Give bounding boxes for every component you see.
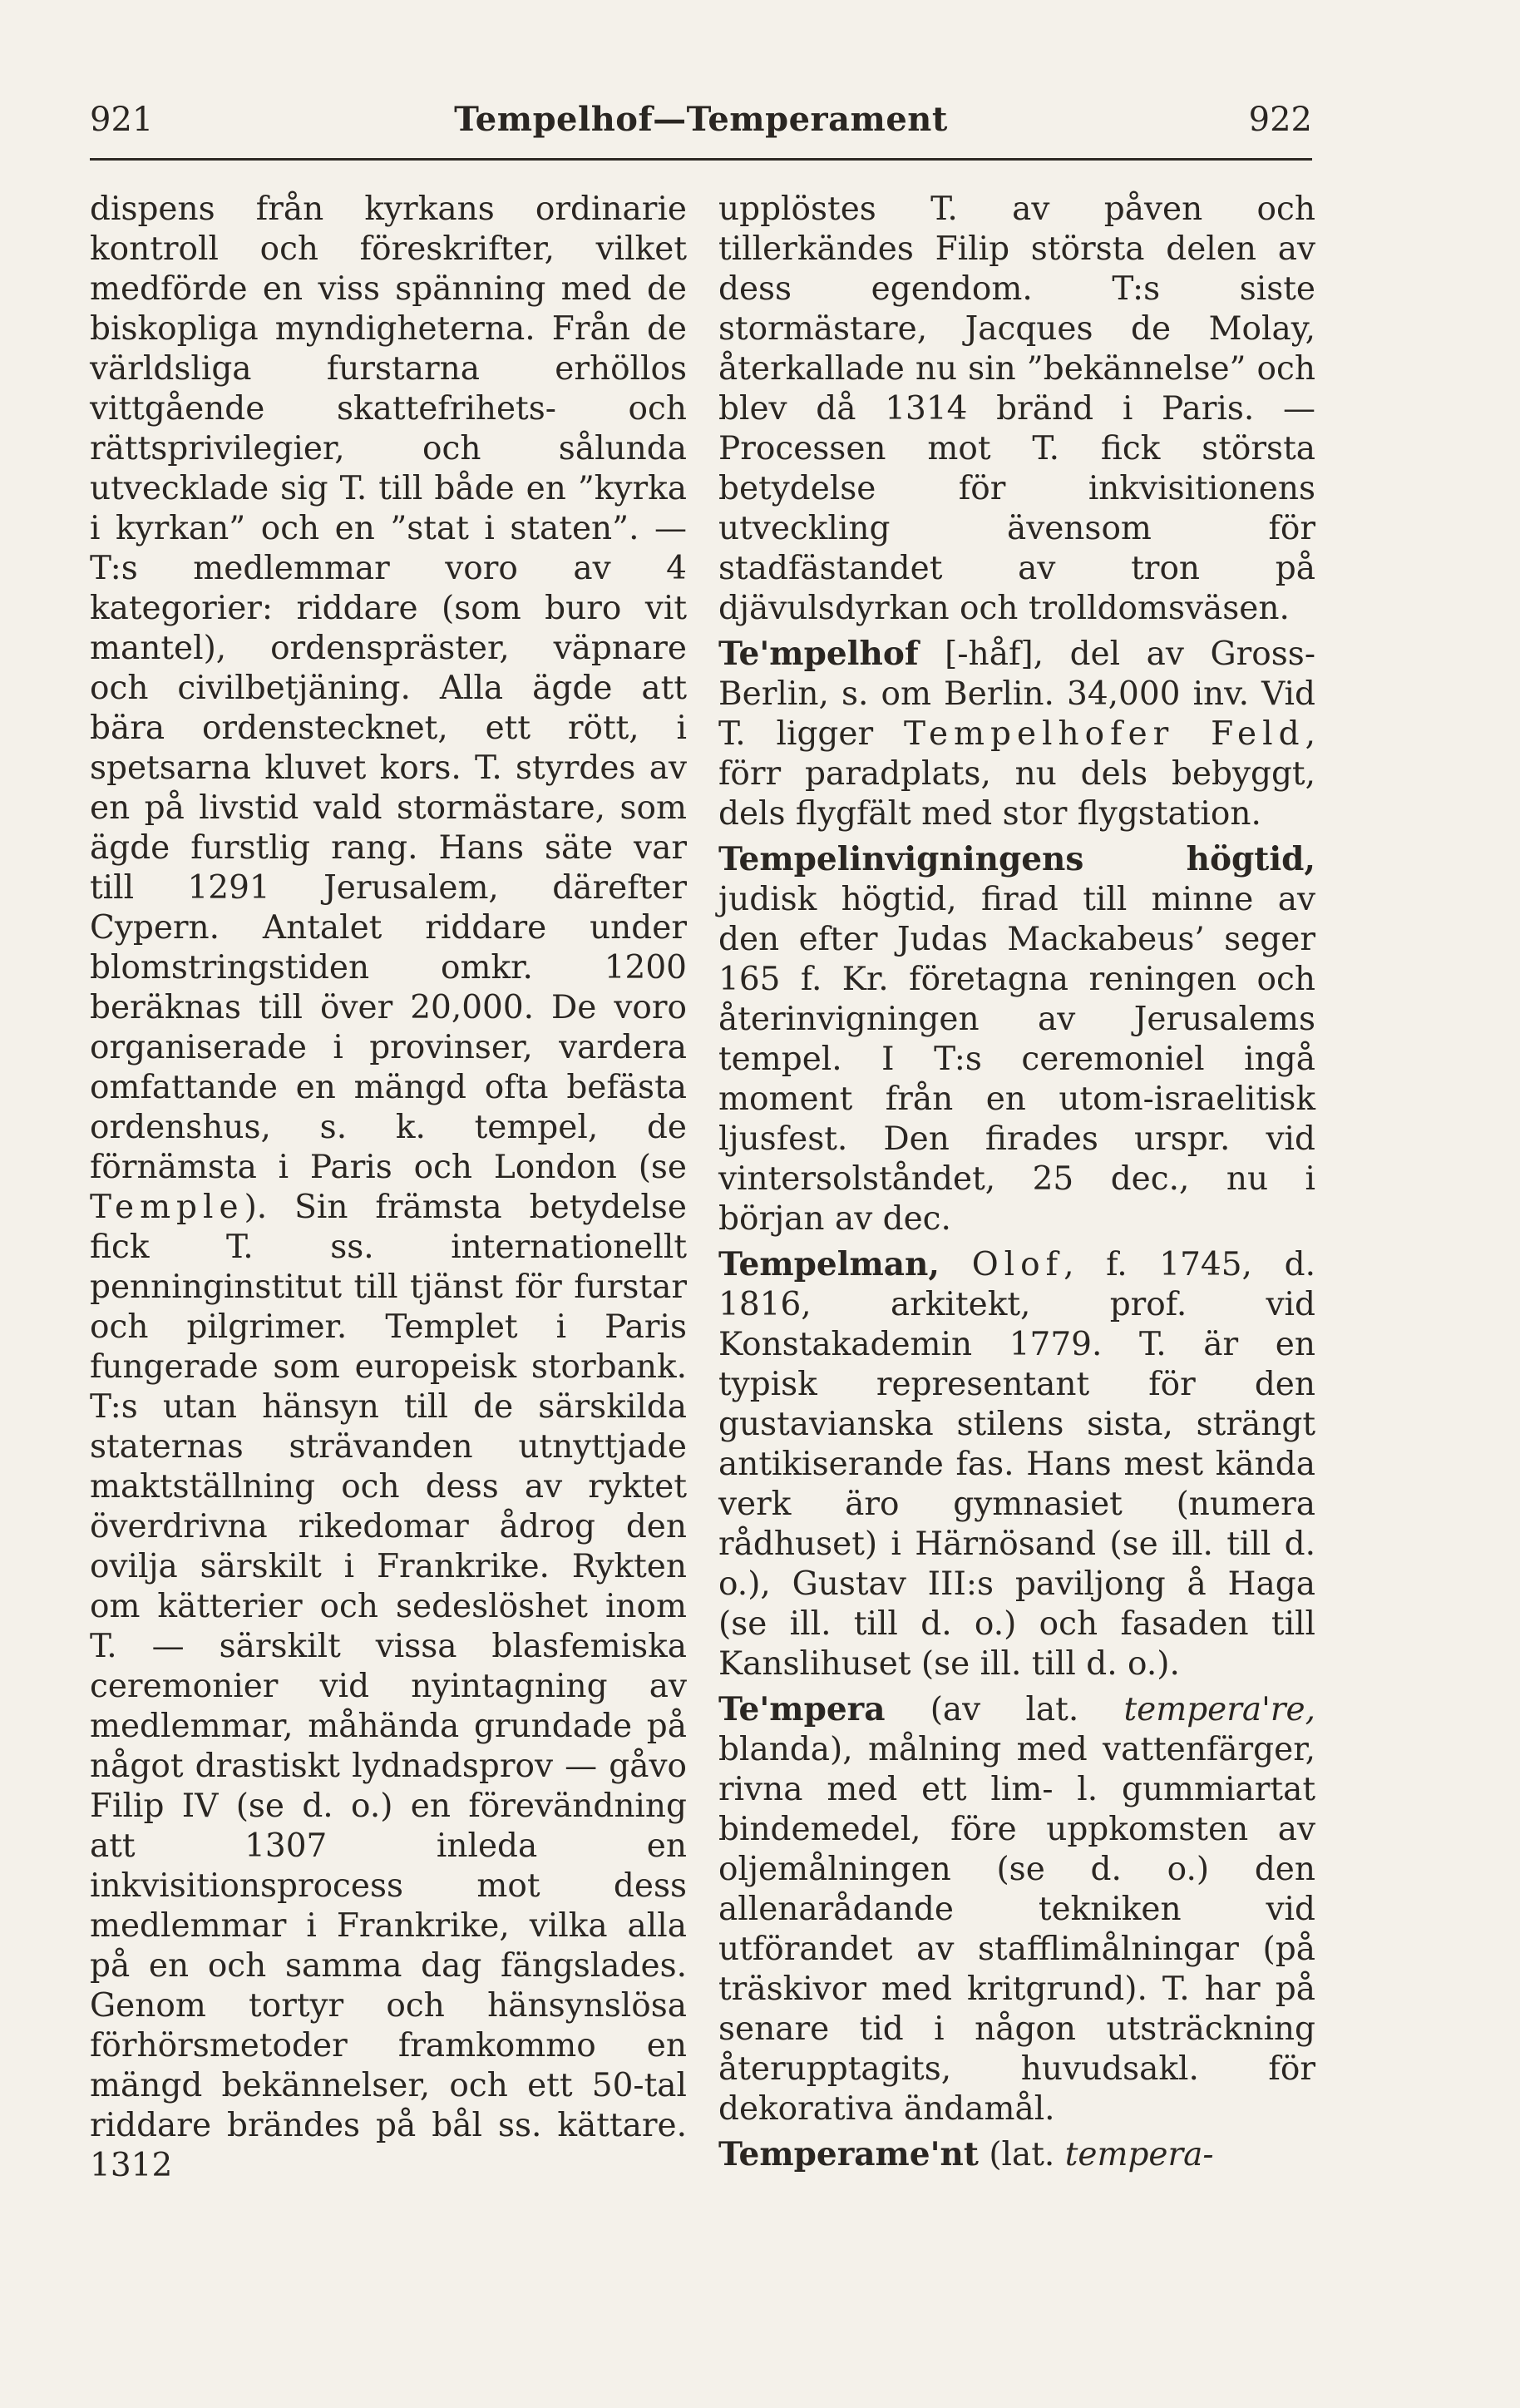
templar-conclusion: upplöstes T. av påven och tillerkändes Filip största delen av dess egendom. T:s siste stormästare, Jacques de Molay, återkallade nu sin ”bekännelse” och blev då 1314 bränd i Paris. — Processen mot T. fick största betydelse för inkvisitionens utveckling ävensom för stadfästandet av tron på djävulsdyrkan och trolldomsväsen. (718, 190, 1315, 627)
entry-tempelinvigningens-hogtid: Tempelinvigningens högtid, judisk högtid, firad till minne av den efter Judas Mackabeus’ seger 165 f. Kr. företagna reningen och återinvigningen av Jerusalems tempel. I T:s ceremoniel ingå moment från en utom-israelitisk ljusfest. Den firades urspr. vid vintersolståndet, 25 dec., nu i början av dec. (718, 840, 1315, 1238)
header-rule (90, 158, 1312, 161)
cross-reference: Temple (90, 1189, 244, 1226)
templar-continuation: dispens från kyrkans ordinarie kontroll och föreskrifter, vilket medförde en viss spänning med de biskopliga myndigheterna. Från de världsliga furstarna erhöllos vittgående skattefrihets- och rättsprivilegier, och sålunda utvecklade sig T. till både en ”kyrka i kyrkan” och en ”stat i staten”. — T:s medlemmar voro av 4 kategorier: riddare (som buro vit mantel), ordenspräster, väpnare och civilbetjäning. Alla ägde att bära ordenstecknet, ett rött, i spetsarna kluvet kors. T. styrdes av en på livstid vald stormästare, som ägde furstlig rang. Hans säte var till 1291 Jerusalem, därefter Cypern. Antalet riddare under blomstringstiden omkr. 1200 beräknas till över 20,000. De voro organiserade i provinser, vardera omfattande en mängd ofta befästa ordenshus, s. k. tempel, de förnämsta i Paris och London (se Temple). Sin främsta betydelse fick T. ss. internationellt penninginstitut till tjänst för furstar och pilgrimer. Templet i Paris fungerade som europeisk storbank. T:s utan hänsyn till de särskilda staternas strävanden utnyttjade maktställning och dess av ryktet överdrivna rikedomar ådrog den ovilja särskilt i Frankrike. Rykten om kätterier och sedeslöshet inom T. — särskilt vissa blasfemiska ceremonier vid nyintagning av medlemmar, måhända grundade på något drastiskt lydnadsprov — gåvo Filip IV (se d. o.) en förevändning att 1307 inleda en inkvisitionsprocess mot dess medlemmar i Frankrike, vilka alla på en och samma dag fängslades. Genom tortyr och hänsynslösa förhörsmetoder framkommo en mängd bekännelser, och ett 50-tal riddare brändes på bål ss. kättare. 1312 (90, 190, 687, 2184)
headword: Tempelinvigningens högtid, (718, 840, 1315, 878)
headword: Te'mpelhof (718, 635, 919, 673)
right-column (718, 190, 1315, 2175)
etymology: tempera- (1064, 2136, 1214, 2173)
spaced-name: Olof (971, 1246, 1064, 1283)
page-number-left: 921 (90, 101, 154, 139)
running-title: Tempelhof—Temperament (454, 100, 948, 139)
spaced-term: Tempelhofer Feld (903, 715, 1305, 753)
headword: Te'mpera (718, 1690, 886, 1728)
running-header (90, 93, 1312, 146)
entry-tempelman: Tempelman, Olof, f. 1745, d. 1816, arkitekt, prof. vid Konstakademin 1779. T. är en typisk representant för den gustavianska stilens sista, strängt antikiserande fas. Hans mest kända verk äro gymnasiet (numera rådhuset) i Härnösand (se ill. till d. o.), Gustav III:s paviljong å Haga (se ill. till d. o.) och fasaden till Kanslihuset (se ill. till d. o.). (718, 1245, 1315, 1683)
left-column (90, 190, 687, 2186)
page-number-right: 922 (1248, 101, 1312, 139)
headword: Tempelman, (718, 1245, 940, 1283)
entry-tempelhof: Te'mpelhof [-håf], del av Gross-Berlin, s. om Berlin. 34,000 inv. Vid T. ligger Tempelhofer Feld, förr paradplats, nu dels bebyggt, dels flygfält med stor flygstation. (718, 635, 1315, 833)
entry-temperament: Temperame'nt (lat. tempera- (718, 2135, 1214, 2173)
headword: Temperame'nt (718, 2135, 979, 2173)
entry-tempera: Te'mpera (av lat. tempera're, blanda), målning med vattenfärger, rivna med ett lim- l. gummiartat bindemedel, före uppkomsten av oljemålningen (se d. o.) den allenarådande tekniken vid utförandet av stafflimålningar (på träskivor med kritgrund). T. har på senare tid i någon utsträckning återupptagits, huvudsakl. för dekorativa ändamål. (718, 1690, 1315, 2128)
etymology: tempera're, (1123, 1691, 1315, 1728)
